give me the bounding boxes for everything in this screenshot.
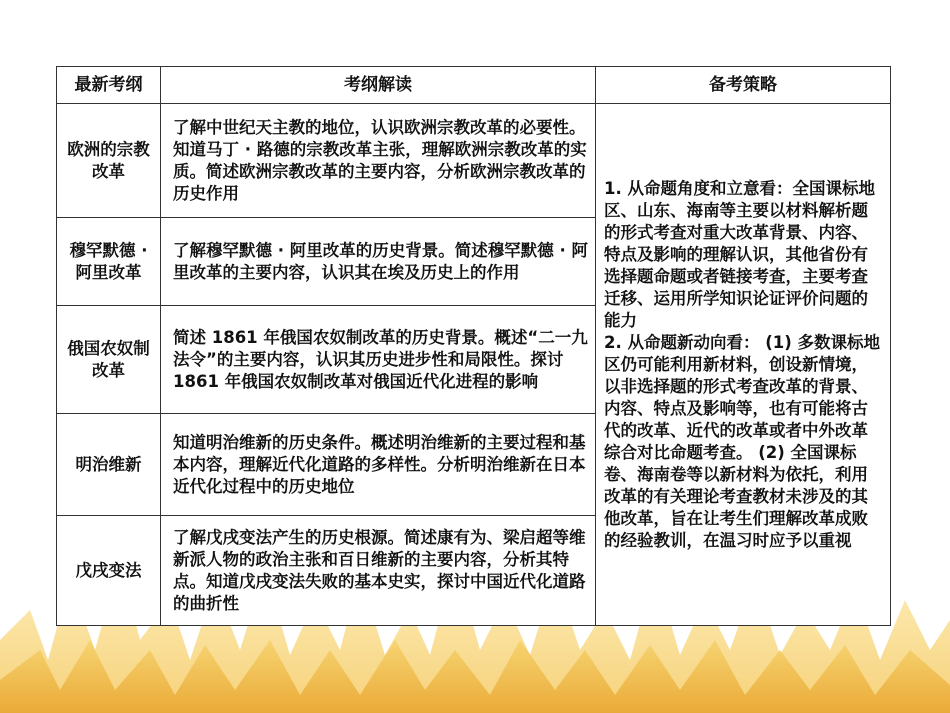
interpretation-cell: 了解中世纪天主教的地位，认识欧洲宗教改革的必要性。知道马丁 · 路德的宗教改革主张，理解欧洲宗教改革的实质。简述欧洲宗教改革的主要内容，分析欧洲宗教改革的历史作用	[161, 104, 596, 218]
header-latest-outline: 最新考纲	[57, 67, 161, 104]
topic-cell: 戊戌变法	[57, 516, 161, 626]
interpretation-cell: 了解戊戌变法产生的历史根源。简述康有为、梁启超等维新派人物的政治主张和百日维新的主要内容，分析其特点。知道戊戌变法失败的基本史实，探讨中国近代化道路的曲折性	[161, 516, 596, 626]
topic-cell: 欧洲的宗教改革	[57, 104, 161, 218]
strategy-text: 1. 从命题角度和立意看：全国课标地区、山东、海南等主要以材料解析题的形式考查对重大改革背景、内容、特点及影响的理解认识，其他省份有选择题命题或者链接考查，主要考查迁移、运用所学知识论证评价问题的能力 2. 从命题新动向看： (1) 多数课标地区仍可能利用新材料，创设新情境，以非选择题的形式考查改革的背景、内容、特点及影响等，也有可能将古代的改革、近代的改革或者中外改革综合对比命题考查。 (2) 全国课标卷、海南卷等以新材料为依托，利用改革的有关理论考查教材未涉及的其他改革，旨在让考生们理解改革成败的经验教训，在温习时应予以重视	[604, 178, 881, 550]
interpretation-cell: 了解穆罕默德 · 阿里改革的历史背景。简述穆罕默德 · 阿里改革的主要内容，认识其在埃及历史上的作用	[161, 218, 596, 306]
interpretation-cell: 简述 1861 年俄国农奴制改革的历史背景。概述“二一九法令”的主要内容，认识其历史进步性和局限性。探讨 1861 年俄国农奴制改革对俄国近代化进程的影响	[161, 306, 596, 414]
topic-cell: 穆罕默德 · 阿里改革	[57, 218, 161, 306]
table-row	[57, 104, 891, 218]
header-preparation-strategy: 备考策略	[596, 67, 891, 104]
table-header-row	[57, 67, 891, 104]
interpretation-cell: 知道明治维新的历史条件。概述明治维新的主要过程和基本内容，理解近代化道路的多样性。分析明治维新在日本近代化过程中的历史地位	[161, 414, 596, 516]
topic-cell: 明治维新	[57, 414, 161, 516]
strategy-cell	[596, 104, 891, 626]
header-outline-interpretation: 考纲解读	[161, 67, 596, 104]
exam-outline-table	[56, 66, 891, 626]
topic-cell: 俄国农奴制改革	[57, 306, 161, 414]
